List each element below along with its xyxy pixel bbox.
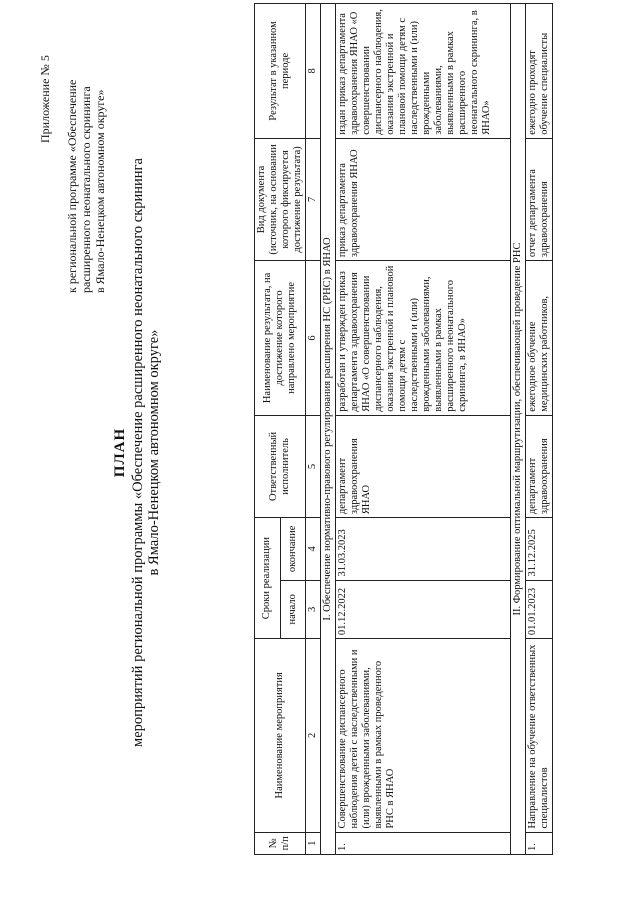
row-period: издан приказ департамента здравоохранения ЯНАО «О совершенствовании диспансерного наблюдения, оказания экстренной и плановой помощи детям с наследственными и (или) врожденными заболеваниями, выявленными в рамках расширенного неонатального скрининга, в ЯНАО» xyxy=(336,4,511,139)
plan-subtitle-line-1: мероприятий региональной программы «Обеспечение расширенного неонатального скрининга xyxy=(130,158,146,747)
row-result: ежегодное обучение медицинских работников, xyxy=(526,261,553,416)
col-number: 6 xyxy=(306,261,321,416)
section-2-title: II. Формирование оптимальной маршрутизации, обеспечивающей проведение РНС xyxy=(511,4,526,855)
table-row xyxy=(336,4,511,855)
appendix-block xyxy=(38,3,107,293)
header-row-1 xyxy=(255,4,281,855)
header-start: начало xyxy=(280,580,306,639)
section-1-row xyxy=(321,4,336,855)
row-result: разработан и утвержден приказ департамента здравоохранения ЯНАО «О совершенствовании диспансерного наблюдения, оказания экстренной и плановой помощи детям с наследственными и (или) врожденными заболеваниями, выявленными в рамках расширенного неонатального скрининга, в ЯНАО» xyxy=(336,261,511,416)
section-2-row xyxy=(511,4,526,855)
col-number: 3 xyxy=(306,580,321,639)
plan-title: ПЛАН xyxy=(112,427,128,478)
appendix-number: Приложение № 5 xyxy=(38,55,52,143)
header-doc-type: Вид документа (источник, на основании которого фиксируется достижение результата) xyxy=(255,138,306,260)
plan-subtitle-line-2: в Ямало-Ненецком автономном округе» xyxy=(146,329,162,576)
row-executor: департамент здравоохранения ЯНАО xyxy=(336,415,511,517)
header-end: окончание xyxy=(280,518,306,580)
appendix-line-3: в Ямало-Ненецком автономном округе» xyxy=(93,89,107,293)
header-result-period: Результат в указанном периоде xyxy=(255,4,306,139)
header-name: Наименование мероприятия xyxy=(255,639,306,832)
row-executor: департамент здравоохранения xyxy=(526,415,553,517)
table-row xyxy=(526,4,553,855)
plan-table xyxy=(254,3,553,855)
col-number: 2 xyxy=(306,639,321,832)
row-start: 01.12.2022 xyxy=(336,580,511,639)
appendix-line-1: к региональной программе «Обеспечение xyxy=(65,79,79,293)
row-doc: отчет департамента здравоохранения xyxy=(526,138,553,260)
col-number: 7 xyxy=(306,138,321,260)
header-executor: Ответственный исполнитель xyxy=(255,415,306,517)
col-number: 1 xyxy=(306,832,321,854)
row-doc: приказ департамента здравоохранения ЯНАО xyxy=(336,138,511,260)
col-number: 4 xyxy=(306,518,321,580)
row-period: ежегодно проходят обучение специалисты xyxy=(526,4,553,139)
section-1-title: I. Обеспечение нормативно-правового регулирования расширения НС (РНС) в ЯНАО xyxy=(321,4,336,855)
plan-subtitle xyxy=(130,0,162,905)
header-terms: Сроки реализации xyxy=(255,518,281,639)
col-number: 5 xyxy=(306,415,321,517)
row-name: Направление на обучение ответственных специалистов xyxy=(526,639,553,832)
row-start: 01.01.2023 xyxy=(526,580,553,639)
column-number-row xyxy=(306,4,321,855)
header-num: № п/п xyxy=(255,832,306,854)
row-num: 1. xyxy=(336,832,511,854)
row-end: 31.12.2025 xyxy=(526,518,553,580)
col-number: 8 xyxy=(306,4,321,139)
header-result-name: Наименование результата, на достижение которого направлено мероприятие xyxy=(255,261,306,416)
appendix-line-2: расширенного неонатального скрининга xyxy=(79,86,93,293)
row-num: 1. xyxy=(526,832,553,854)
row-end: 31.03.2023 xyxy=(336,518,511,580)
row-name: Совершенствование диспансерного наблюдения детей с наследственными и (или) врожденными заболеваниями, выявленными в рамках проведенного РНС в ЯНАО xyxy=(336,639,511,832)
